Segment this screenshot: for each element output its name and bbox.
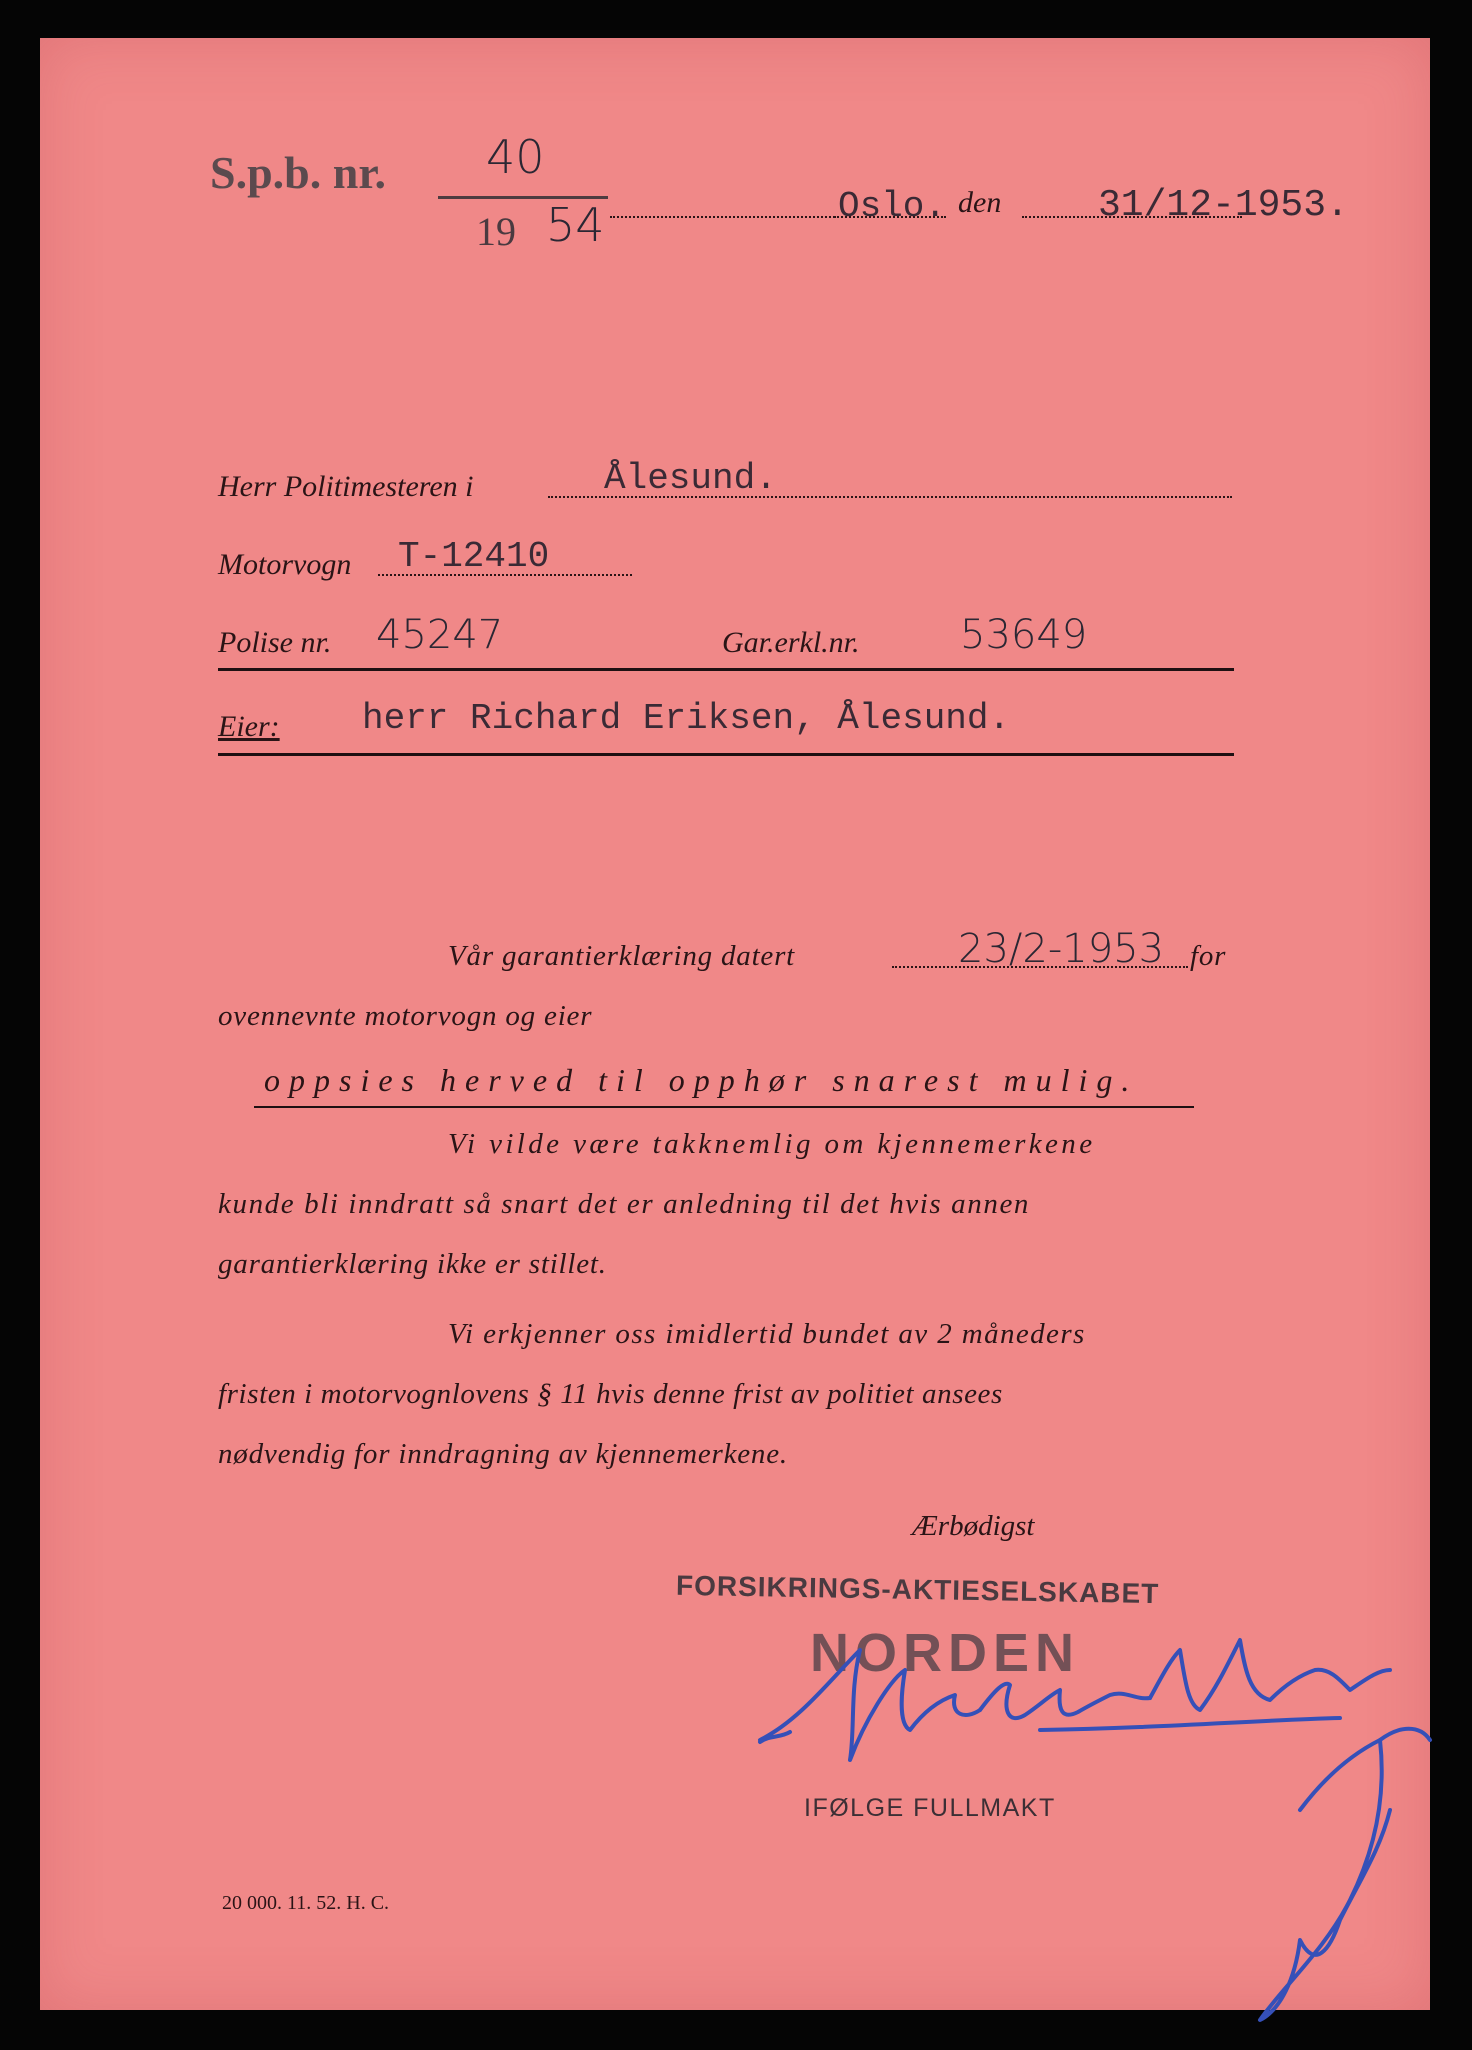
den-label: den	[958, 186, 1002, 219]
owner-rule	[218, 753, 1234, 756]
body-line-4: Vi vilde være takknemlig om kjennemerkene	[448, 1128, 1096, 1160]
body-line-7: Vi erkjenner oss imidlertid bundet av 2 måneders	[448, 1318, 1086, 1350]
vehicle-value: T-12410	[398, 536, 550, 577]
spb-label: S.p.b. nr.	[210, 147, 387, 198]
recipient-value: Ålesund.	[604, 458, 777, 499]
guarantee-label: Gar.erkl.nr.	[722, 626, 860, 659]
owner-value: herr Richard Eriksen, Ålesund.	[362, 698, 1011, 739]
guarantee-date: 23/2-1953	[958, 926, 1165, 972]
stamp-name: NORDEN	[810, 1623, 1081, 1683]
owner-label: Eier:	[218, 710, 280, 743]
dotted-line	[610, 216, 835, 218]
body-line-5: kunde bli inndratt så snart det er anledning til det hvis annen	[218, 1188, 1031, 1220]
body-line-1-end: for	[1190, 940, 1227, 972]
spb-year-prefix: 19	[476, 209, 516, 254]
stamp-authority: IFØLGE FULLMAKT	[804, 1794, 1056, 1822]
policy-label: Polise nr.	[218, 626, 332, 659]
handwritten-signature	[740, 1610, 1460, 2050]
guarantee-value: 53649	[960, 612, 1088, 658]
spb-year-handwritten: 54	[546, 198, 605, 252]
policy-rule	[218, 668, 1234, 671]
body-line-2: ovennevnte motorvogn og eier	[218, 1000, 593, 1032]
body-line-1: Vår garantierklæring datert	[448, 940, 796, 972]
spb-number: 40	[486, 130, 545, 184]
notice-rule	[254, 1106, 1194, 1108]
closing-greeting: Ærbødigst	[912, 1510, 1035, 1542]
body-line-8: fristen i motorvognlovens § 11 hvis denne frist av politiet ansees	[218, 1378, 1003, 1410]
print-code: 20 000. 11. 52. H. C.	[222, 1892, 390, 1914]
stamp-company: FORSIKRINGS-AKTIESELSKABET	[675, 1569, 1160, 1610]
policy-value: 45247	[376, 612, 504, 658]
recipient-label: Herr Politimesteren i	[218, 470, 474, 503]
dotted-line	[834, 216, 946, 218]
letter-date: 31/12-1953.	[1098, 184, 1349, 227]
vehicle-label: Motorvogn	[218, 548, 352, 581]
body-line-3: oppsies herved til opphør snarest mulig.	[264, 1062, 1139, 1098]
body-line-9: nødvendig for inndragning av kjennemerkene.	[218, 1438, 788, 1470]
place: Oslo.	[838, 186, 947, 227]
body-line-6: garantierklæring ikke er stillet.	[218, 1248, 607, 1280]
